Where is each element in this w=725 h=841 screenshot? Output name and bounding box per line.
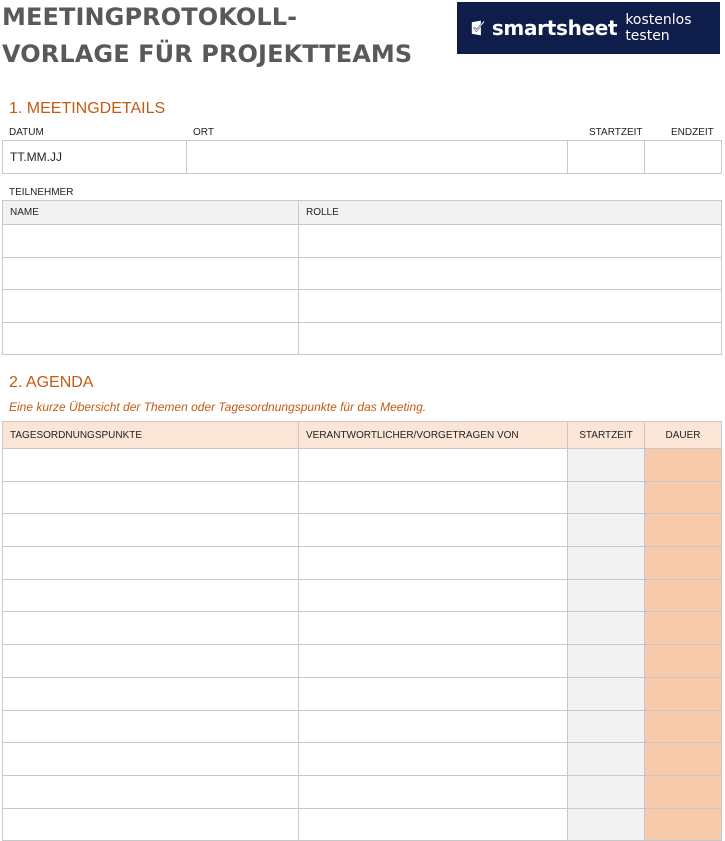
table-row: [3, 141, 722, 174]
end-time-field[interactable]: [645, 141, 722, 174]
start-time-cell[interactable]: [568, 481, 645, 514]
agenda-item-cell[interactable]: [3, 645, 299, 678]
duration-cell[interactable]: [645, 449, 722, 482]
presenter-cell[interactable]: [299, 547, 568, 580]
presenter-cell[interactable]: [299, 579, 568, 612]
duration-cell[interactable]: [645, 677, 722, 710]
duration-cell[interactable]: [645, 579, 722, 612]
participants-label: TEILNEHMER: [9, 187, 74, 198]
start-time-cell[interactable]: [568, 514, 645, 547]
presenter-cell[interactable]: [299, 481, 568, 514]
page-title-line-2: VORLAGE FÜR PROJEKTTEAMS: [2, 40, 413, 68]
column-header-duration: DAUER: [645, 422, 722, 449]
duration-cell[interactable]: [645, 645, 722, 678]
start-time-cell[interactable]: [568, 775, 645, 808]
table-row: [3, 547, 722, 580]
table-row: [3, 257, 722, 290]
agenda-table: [2, 421, 722, 841]
duration-cell[interactable]: [645, 775, 722, 808]
agenda-item-cell[interactable]: [3, 677, 299, 710]
table-row: [3, 677, 722, 710]
table-header-row: [3, 422, 722, 449]
table-row: [3, 710, 722, 743]
trial-link[interactable]: kostenlos testen: [625, 12, 692, 44]
presenter-cell[interactable]: [299, 449, 568, 482]
table-row: [3, 612, 722, 645]
presenter-cell[interactable]: [299, 743, 568, 776]
agenda-title: 2. AGENDA: [9, 374, 94, 391]
end-time-label: ENDZEIT: [671, 127, 714, 138]
duration-cell[interactable]: [645, 481, 722, 514]
agenda-item-cell[interactable]: [3, 808, 299, 841]
location-label: ORT: [193, 127, 214, 138]
start-time-cell[interactable]: [568, 677, 645, 710]
presenter-cell[interactable]: [299, 775, 568, 808]
presenter-cell[interactable]: [299, 645, 568, 678]
agenda-item-cell[interactable]: [3, 547, 299, 580]
table-row: [3, 225, 722, 258]
table-row: [3, 449, 722, 482]
participants-table: [2, 200, 722, 355]
agenda-intro: Eine kurze Übersicht der Themen oder Tagesordnungspunkte für das Meeting.: [9, 400, 427, 414]
start-time-cell[interactable]: [568, 579, 645, 612]
participant-role-cell[interactable]: [299, 290, 722, 323]
table-row: [3, 514, 722, 547]
table-row: [3, 481, 722, 514]
start-time-cell[interactable]: [568, 710, 645, 743]
column-header-name: NAME: [3, 201, 299, 225]
meeting-details-title: 1. MEETINGDETAILS: [9, 100, 166, 117]
brand-name: smartsheet: [491, 16, 618, 40]
table-row: [3, 808, 722, 841]
agenda-item-cell[interactable]: [3, 612, 299, 645]
smartsheet-check-icon: [471, 18, 486, 38]
start-time-cell[interactable]: [568, 645, 645, 678]
participant-role-cell[interactable]: [299, 322, 722, 355]
column-header-presenter: VERANTWORTLICHER/VORGETRAGEN VON: [299, 422, 568, 449]
participant-name-cell[interactable]: [3, 290, 299, 323]
start-time-cell[interactable]: [568, 449, 645, 482]
column-header-start-time: STARTZEIT: [568, 422, 645, 449]
participant-name-cell[interactable]: [3, 322, 299, 355]
presenter-cell[interactable]: [299, 710, 568, 743]
table-row: [3, 743, 722, 776]
column-header-role: ROLLE: [299, 201, 722, 225]
agenda-item-cell[interactable]: [3, 743, 299, 776]
start-time-label: STARTZEIT: [589, 127, 643, 138]
start-time-cell[interactable]: [568, 808, 645, 841]
table-row: [3, 579, 722, 612]
participant-role-cell[interactable]: [299, 225, 722, 258]
presenter-cell[interactable]: [299, 514, 568, 547]
presenter-cell[interactable]: [299, 808, 568, 841]
duration-cell[interactable]: [645, 514, 722, 547]
table-row: [3, 775, 722, 808]
column-header-agenda-items: TAGESORDNUNGSPUNKTE: [3, 422, 299, 449]
location-field[interactable]: [187, 141, 568, 174]
duration-cell[interactable]: [645, 808, 722, 841]
date-field[interactable]: TT.MM.JJ: [3, 141, 187, 174]
page-title-line-1: MEETINGPROTOKOLL-: [2, 3, 298, 31]
participant-name-cell[interactable]: [3, 225, 299, 258]
duration-cell[interactable]: [645, 710, 722, 743]
start-time-cell[interactable]: [568, 547, 645, 580]
table-row: [3, 322, 722, 355]
duration-cell[interactable]: [645, 612, 722, 645]
date-label: DATUM: [9, 127, 44, 138]
table-header-row: [3, 201, 722, 225]
agenda-item-cell[interactable]: [3, 710, 299, 743]
participant-name-cell[interactable]: [3, 257, 299, 290]
table-row: [3, 645, 722, 678]
start-time-cell[interactable]: [568, 612, 645, 645]
agenda-item-cell[interactable]: [3, 449, 299, 482]
meeting-details-table: [2, 140, 722, 174]
start-time-cell[interactable]: [568, 743, 645, 776]
agenda-item-cell[interactable]: [3, 481, 299, 514]
participant-role-cell[interactable]: [299, 257, 722, 290]
presenter-cell[interactable]: [299, 612, 568, 645]
agenda-item-cell[interactable]: [3, 579, 299, 612]
start-time-field[interactable]: [568, 141, 645, 174]
agenda-item-cell[interactable]: [3, 775, 299, 808]
table-row: [3, 290, 722, 323]
presenter-cell[interactable]: [299, 677, 568, 710]
duration-cell[interactable]: [645, 547, 722, 580]
duration-cell[interactable]: [645, 743, 722, 776]
agenda-item-cell[interactable]: [3, 514, 299, 547]
smartsheet-trial-banner[interactable]: [457, 2, 720, 54]
